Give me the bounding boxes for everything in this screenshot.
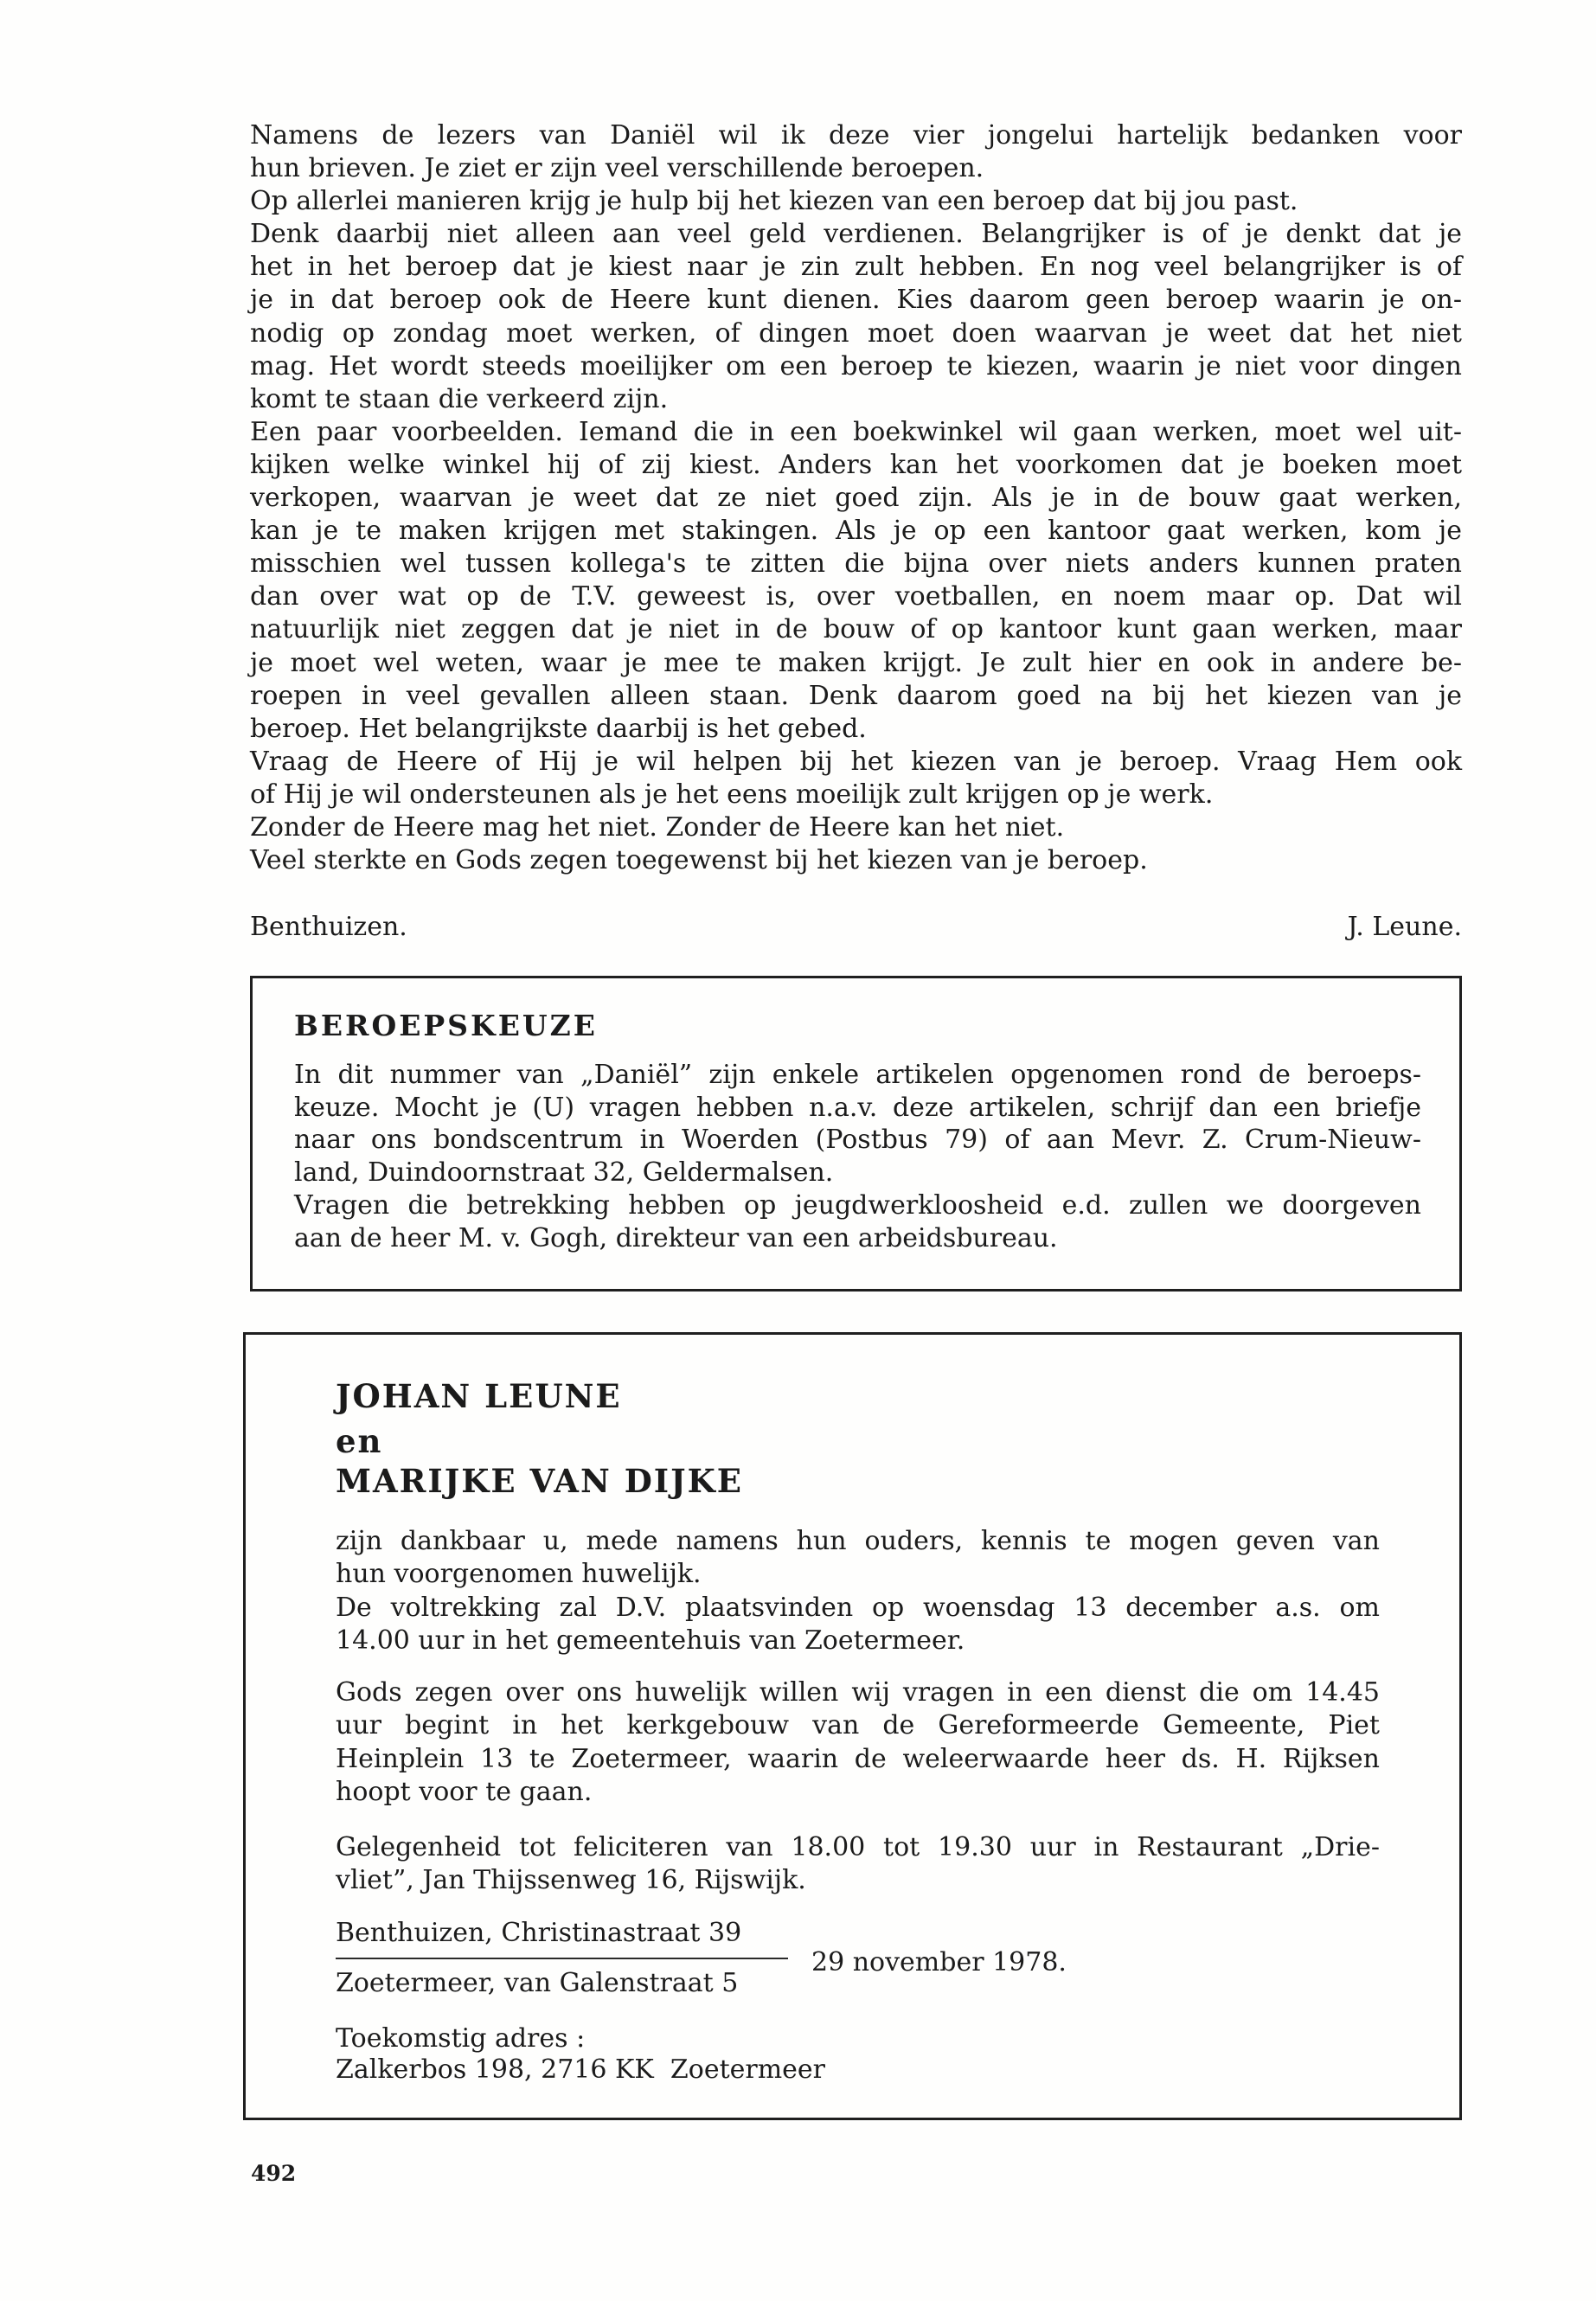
article-line: je moet wel weten, waar je mee te maken krijgt. Je zult hier en ook in andere be- — [250, 647, 1462, 678]
announcement-paragraph — [336, 1525, 1380, 1592]
announcement-line: hun voorgenomen huwelijk. — [336, 1559, 702, 1590]
article-line: nodig op zondag moet werken, of dingen moet doen waarvan je weet dat het niet — [250, 317, 1462, 349]
notice-line: aan de heer M. v. Gogh, direkteur van een arbeidsbureau. — [294, 1222, 1058, 1253]
article-place: Benthuizen. — [250, 912, 407, 942]
article-line: kijken welke winkel hij of zij kiest. Anders kan het voorkomen dat je boeken moet — [250, 449, 1462, 480]
notice-line: Vragen die betrekking hebben op jeugdwerkloosheid e.d. zullen we doorgeven — [294, 1189, 1421, 1221]
notice-line: land, Duindoornstraat 32, Geldermalsen. — [294, 1157, 834, 1189]
wedding-date: 29 november 1978. — [811, 1947, 1067, 1977]
address-divider — [336, 1958, 788, 1959]
article-line: Namens de lezers van Daniël wil ik deze vier jongelui hartelijk bedanken voor — [250, 120, 1462, 151]
article-line: beroep. Het belangrijkste daarbij is het gebed. — [250, 713, 867, 744]
groom-name: JOHAN LEUNE — [336, 1377, 622, 1415]
announcement-line: De voltrekking zal D.V. plaatsvinden op woensdag 13 december a.s. om — [336, 1593, 1380, 1623]
notice-line: naar ons bondscentrum in Woerden (Postbus 79) of aan Mevr. Z. Crum-Nieuw- — [294, 1125, 1421, 1156]
article-line: Op allerlei manieren krijg je hulp bij het kiezen van een beroep dat bij jou past. — [250, 186, 1298, 217]
announcement-line: zijn dankbaar u, mede namens hun ouders, kennis te mogen geven van — [336, 1526, 1380, 1556]
article-body — [250, 119, 1462, 877]
notice-title: BEROEPSKEUZE — [294, 1009, 598, 1042]
announcement-line: vliet”, Jan Thijssenweg 16, Rijswijk. — [336, 1865, 806, 1896]
future-address: Zalkerbos 198, 2716 KK Zoetermeer — [336, 2054, 826, 2085]
announcement-line: Gods zegen over ons huwelijk willen wij vragen in een dienst die om 14.45 — [336, 1677, 1380, 1708]
address-bride: Zoetermeer, van Galenstraat 5 — [336, 1968, 739, 1998]
future-address-label: Toekomstig adres : — [336, 2023, 586, 2054]
page-number: 492 — [251, 2161, 297, 2186]
announcement-line: 14.00 uur in het gemeentehuis van Zoetermeer. — [336, 1625, 965, 1657]
article-author: J. Leune. — [1347, 912, 1462, 942]
article-line: misschien wel tussen kollega's te zitten die bijna over niets anders kunnen praten — [250, 548, 1462, 580]
article-line: Een paar voorbeelden. Iemand die in een boekwinkel wil gaan werken, moet wel uit- — [250, 416, 1462, 447]
notice-body — [294, 1059, 1421, 1254]
article-line: Denk daarbij niet alleen aan veel geld verdienen. Belangrijker is of je denkt dat je — [250, 219, 1462, 250]
bride-name: MARIJKE VAN DIJKE — [336, 1462, 743, 1500]
announcement-line: Heinplein 13 te Zoetermeer, waarin de weleerwaarde heer ds. H. Rijksen — [336, 1743, 1380, 1774]
notice-line: In dit nummer van „Daniël” zijn enkele artikelen opgenomen rond de beroeps- — [294, 1060, 1421, 1090]
announcement-line: Gelegenheid tot feliciteren van 18.00 tot 19.30 uur in Restaurant „Drie- — [336, 1832, 1380, 1862]
announcement-paragraph — [336, 1592, 1380, 1658]
article-line: mag. Het wordt steeds moeilijker om een beroep te kiezen, waarin je niet voor dingen — [250, 350, 1462, 381]
article-line: kan je te maken krijgen met stakingen. Als je op een kantoor gaat werken, kom je — [250, 516, 1462, 547]
article-line: roepen in veel gevallen alleen staan. Denk daarom goed na bij het kiezen van je — [250, 680, 1462, 711]
article-signature — [250, 911, 1462, 944]
article-line: dan over wat op de T.V. geweest is, over voetballen, en noem maar op. Dat wil — [250, 581, 1462, 612]
article-line: of Hij je wil ondersteunen als je het eens moeilijk zult krijgen op je werk. — [250, 779, 1214, 810]
article-line: hun brieven. Je ziet er zijn veel verschillende beroepen. — [250, 153, 984, 184]
article-line: verkopen, waarvan je weet dat ze niet goed zijn. Als je in de bouw gaat werken, — [250, 483, 1462, 514]
article-line: Veel sterkte en Gods zegen toegewenst bij het kiezen van je beroep. — [250, 845, 1148, 876]
conjunction: en — [336, 1422, 383, 1460]
article-line: het in het beroep dat je kiest naar je zin zult hebben. En nog veel belangrijker is of — [250, 252, 1462, 283]
article-line: je in dat beroep ook de Heere kunt dienen. Kies daarom geen beroep waarin je on- — [250, 285, 1462, 316]
article-line: Vraag de Heere of Hij je wil helpen bij het kiezen van je beroep. Vraag Hem ook — [250, 746, 1462, 777]
address-groom: Benthuizen, Christinastraat 39 — [336, 1918, 742, 1948]
article-line: komt te staan die verkeerd zijn. — [250, 383, 669, 414]
announcement-line: hoopt voor te gaan. — [336, 1777, 593, 1808]
announcement-line: uur begint in het kerkgebouw van de Gereformeerde Gemeente, Piet — [336, 1710, 1380, 1741]
notice-line: keuze. Mocht je (U) vragen hebben n.a.v. deze artikelen, schrijf dan een briefje — [294, 1092, 1421, 1123]
announcement-paragraph — [336, 1676, 1380, 1810]
article-line: Zonder de Heere mag het niet. Zonder de Heere kan het niet. — [250, 811, 1065, 843]
announcement-paragraph — [336, 1831, 1380, 1898]
article-line: natuurlijk niet zeggen dat je niet in de bouw of op kantoor kunt gaan werken, maar — [250, 614, 1462, 645]
